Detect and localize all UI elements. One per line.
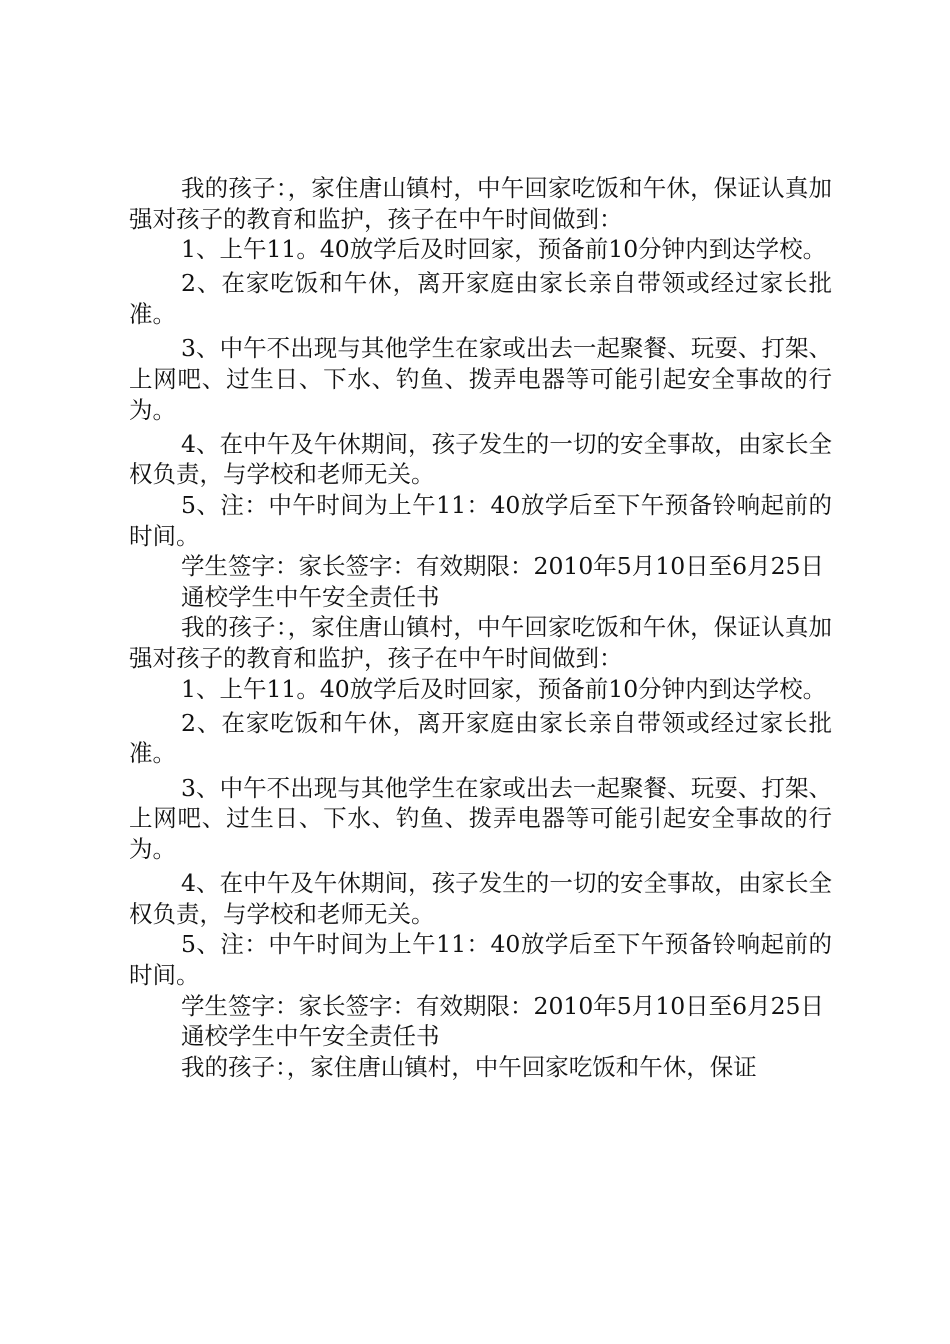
paragraph-item-5: 5、注：中午时间为上午11：40放学后至下午预备铃响起前的时间。	[129, 491, 832, 550]
paragraph-item-5: 5、注：中午时间为上午11：40放学后至下午预备铃响起前的时间。	[129, 930, 832, 989]
signature-line: 学生签字：家长签字：有效期限：2010年5月10日至6月25日	[181, 552, 825, 581]
paragraph-item-3: 3、中午不出现与其他学生在家或出去一起聚餐、玩耍、打架、上网吧、过生日、下水、钓鱼、拨弄电器等可能引起安全事故的行为。	[129, 773, 832, 863]
paragraph-item-4: 4、在中午及午休期间，孩子发生的一切的安全事故，由家长全权负责，与学校和老师无关。	[129, 429, 832, 489]
section-title: 通校学生中午安全责任书	[181, 582, 440, 611]
paragraph-intro: 我的孩子：，家住唐山镇村，中午回家吃饭和午休，保证认真加强对孩子的教育和监护，孩子在中午时间做到：	[129, 174, 832, 233]
paragraph-intro: 我的孩子：，家住唐山镇村，中午回家吃饭和午休，保证认真加强对孩子的教育和监护，孩子在中午时间做到：	[129, 613, 832, 672]
paragraph-item-2: 2、在家吃饭和午休，离开家庭由家长亲自带领或经过家长批准。	[129, 269, 832, 329]
section-title: 通校学生中午安全责任书	[181, 1022, 440, 1051]
paragraph-intro: 我的孩子：，家住唐山镇村，中午回家吃饭和午休，保证	[181, 1052, 757, 1081]
paragraph-item-4: 4、在中午及午休期间，孩子发生的一切的安全事故，由家长全权负责，与学校和老师无关。	[129, 869, 832, 928]
paragraph-item-1: 1、上午11。40放学后及时回家，预备前10分钟内到达学校。	[181, 674, 827, 703]
paragraph-item-2: 2、在家吃饭和午休，离开家庭由家长亲自带领或经过家长批准。	[129, 708, 832, 768]
signature-line: 学生签字：家长签字：有效期限：2010年5月10日至6月25日	[181, 991, 825, 1020]
paragraph-item-3: 3、中午不出现与其他学生在家或出去一起聚餐、玩耍、打架、上网吧、过生日、下水、钓鱼、拨弄电器等可能引起安全事故的行为。	[129, 334, 832, 424]
document-body	[129, 173, 832, 1082]
paragraph-item-1: 1、上午11。40放学后及时回家，预备前10分钟内到达学校。	[181, 235, 827, 264]
